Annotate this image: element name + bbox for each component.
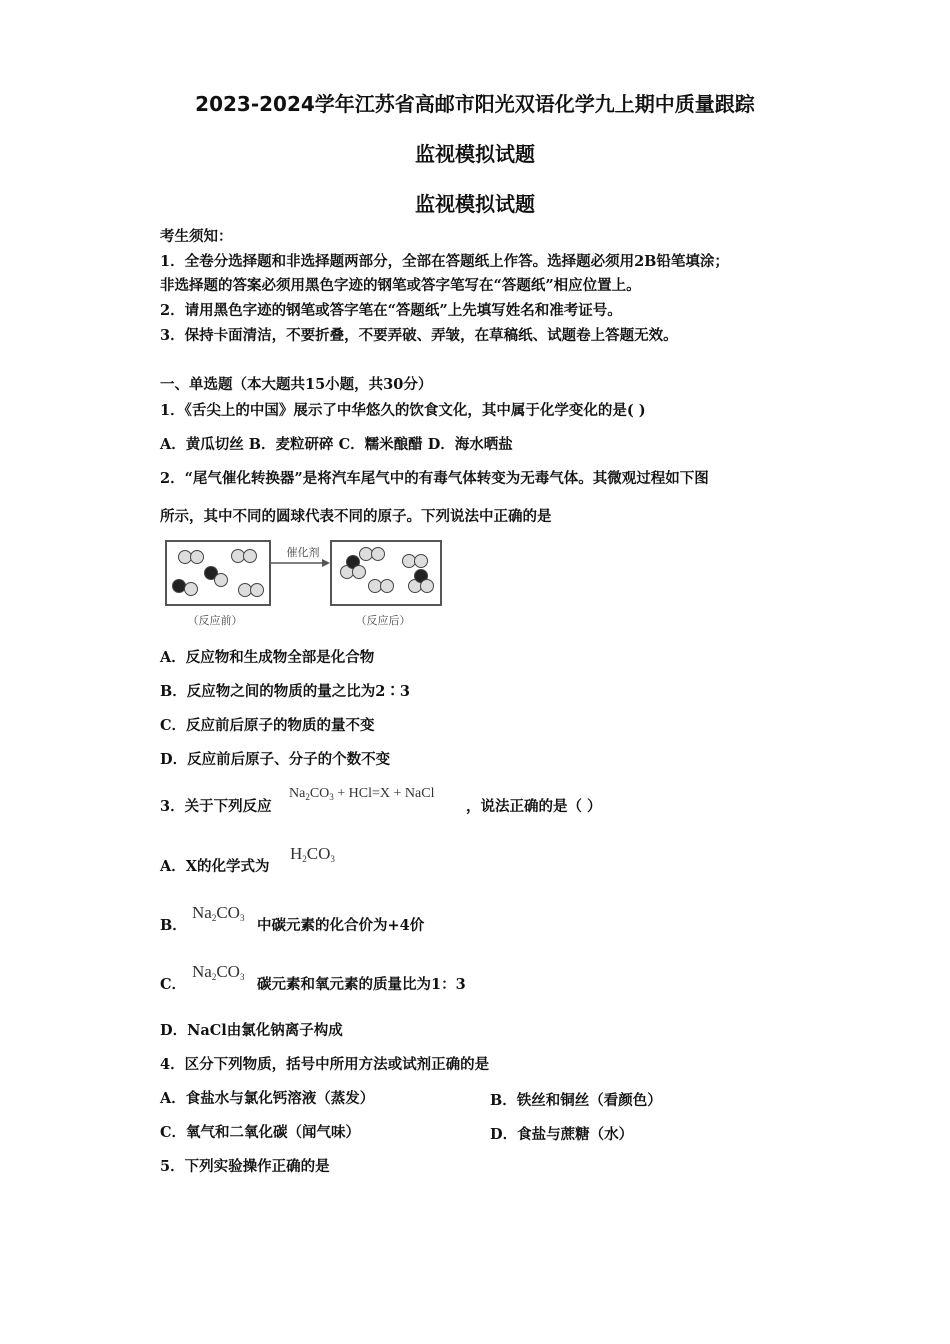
q3-option-b-text: 中碳元素的化合价为+4价 xyxy=(257,917,425,934)
notice-item-1: 1．全卷分选择题和非选择题两部分，全部在答题纸上作答。选择题必须用2B铅笔填涂； xyxy=(160,253,729,270)
q3-option-a-formula: $H_2CO_3$ xyxy=(290,844,335,864)
q2-stem-line2: 所示，其中不同的圆球代表不同的原子。下列说法中正确的是 xyxy=(160,508,552,525)
q3-equation: $Na_2CO_3 + HCl=X$ + NaCl xyxy=(289,786,435,802)
section-heading: 一、单选题（本大题共15小题，共30分） xyxy=(160,376,433,393)
q2-option-c: C．反应前后原子的物质的量不变 xyxy=(160,717,375,734)
catalyst-label: 催化剂 xyxy=(286,546,320,559)
arrow-head xyxy=(322,559,330,567)
reaction-diagram xyxy=(163,538,453,637)
q5-stem: 5．下列实验操作正确的是 xyxy=(160,1158,330,1175)
after-label: （反应后） xyxy=(355,614,411,627)
q4-option-b: B．铁丝和铜丝（看颜色） xyxy=(490,1092,662,1109)
q3-option-b-prefix: B． xyxy=(160,917,187,934)
exam-title-line3: 监视模拟试题 xyxy=(415,192,535,216)
notice-item-3: 3．保持卡面清洁，不要折叠，不要弄破、弄皱，在草稿纸、试题卷上答题无效。 xyxy=(160,327,678,344)
q4-option-c: C．氧气和二氧化碳（闻气味） xyxy=(160,1124,361,1141)
q3-option-c-formula: $Na_2CO_3$ xyxy=(192,962,245,982)
q3-option-a: A．X的化学式为 xyxy=(160,858,270,875)
notice-item-2: 2．请用黑色字迹的钢笔或答字笔在“答题纸”上先填写姓名和准考证号。 xyxy=(160,302,622,319)
q3-option-c-prefix: C． xyxy=(160,976,187,993)
before-label: （反应前） xyxy=(187,614,243,627)
q2-option-d: D．反应前后原子、分子的个数不变 xyxy=(160,751,391,768)
q3-option-b-formula: $Na_2CO_3$ xyxy=(192,903,245,923)
q3-stem-suffix: ，说法正确的是（ ） xyxy=(466,798,602,815)
q2-stem-line1: 2．“尾气催化转换器”是将汽车尾气中的有毒气体转变为无毒气体。其微观过程如下图 xyxy=(160,470,709,487)
notice-heading: 考生须知： xyxy=(160,228,233,245)
q4-stem: 4．区分下列物质，括号中所用方法或试剂正确的是 xyxy=(160,1056,490,1073)
q3-stem-prefix: 3．关于下列反应 xyxy=(160,798,272,815)
q3-option-d: D．NaCl由氯化钠离子构成 xyxy=(160,1022,343,1039)
q3-option-c-text: 碳元素和氧元素的质量比为1：3 xyxy=(257,976,466,993)
q1-options: A．黄瓜切丝 B．麦粒研碎 C．糯米酿醋 D．海水晒盐 xyxy=(160,436,513,453)
q2-option-a: A．反应物和生成物全部是化合物 xyxy=(160,649,375,666)
q1-stem: 1．《舌尖上的中国》展示了中华悠久的饮食文化，其中属于化学变化的是( ) xyxy=(160,402,646,419)
exam-title-line2: 监视模拟试题 xyxy=(415,142,535,166)
q4-option-d: D．食盐与蔗糖（水） xyxy=(490,1126,634,1143)
q4-option-a: A．食盐水与氯化钙溶液（蒸发） xyxy=(160,1090,375,1107)
q2-option-b: B．反应物之间的物质的量之比为2∶3 xyxy=(160,683,410,700)
exam-title-line1: 2023-2024学年江苏省高邮市阳光双语化学九上期中质量跟踪 xyxy=(195,92,755,116)
notice-item-1-cont: 非选择题的答案必须用黑色字迹的钢笔或答字笔写在“答题纸”相应位置上。 xyxy=(160,277,641,294)
